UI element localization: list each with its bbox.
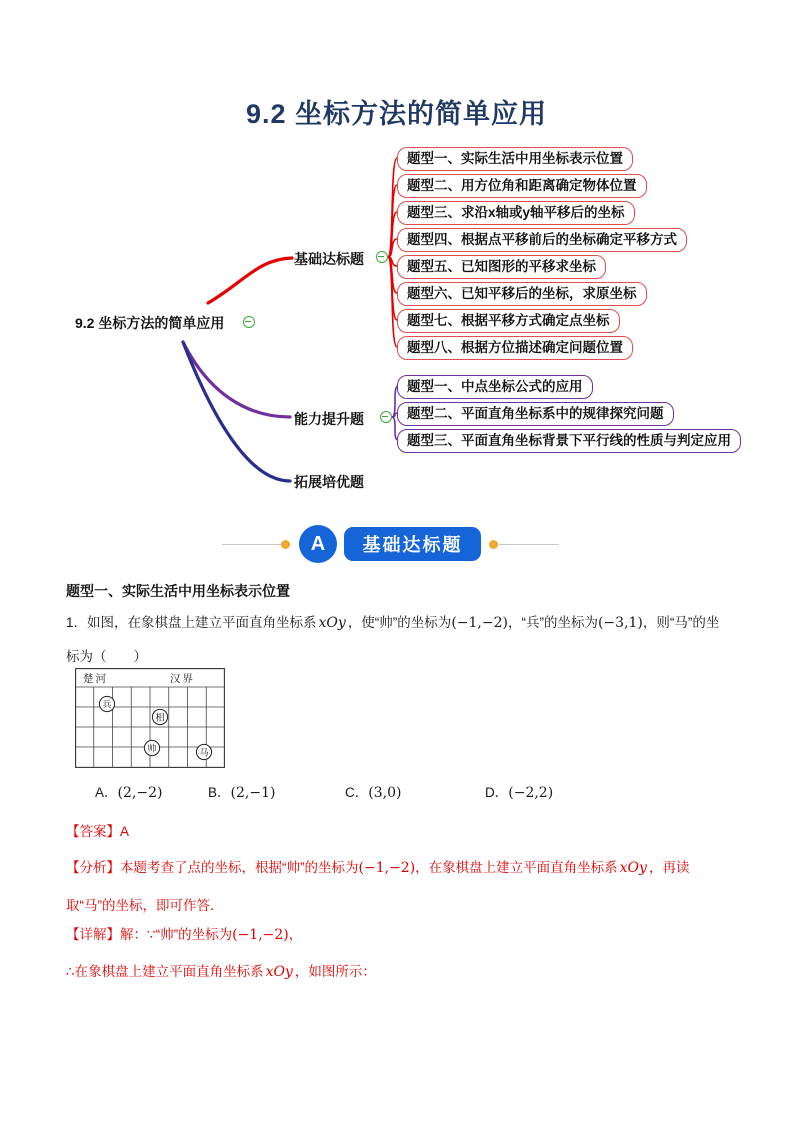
divider-line	[222, 544, 282, 545]
option-b: B．(2,−1)	[208, 785, 276, 801]
chessboard-figure	[75, 668, 225, 773]
section-title-pill: 基础达标题	[344, 527, 481, 561]
question-text: 1．如图，在象棋盘上建立平面直角坐标系 xOy ，使“帅”的坐标为(−1,−2)，“兵”的坐标为(−3,1)，则“马”的坐标为（ ）	[66, 615, 720, 664]
mindmap-topic: 题型四、根据点平移前后的坐标确定平移方式	[397, 228, 687, 252]
mindmap-topic: 题型一、实际生活中用坐标表示位置	[397, 147, 633, 171]
solution-line-1: 【详解】解：∵“帅”的坐标为(−1,−2)，	[66, 927, 303, 943]
answer-options	[0, 781, 793, 803]
divider-dot	[489, 540, 498, 549]
river-label-right: 汉界	[170, 673, 195, 685]
chess-piece	[196, 744, 211, 759]
math-coordinate: (−1,−2)	[451, 615, 508, 631]
svg-text:马: 马	[199, 747, 209, 758]
option-d: D．(−2,2)	[485, 785, 554, 801]
math-variable: xOy	[318, 615, 346, 631]
math-coordinate: (−1,−2)	[232, 927, 289, 943]
mindmap-topic: 题型六、已知平移后的坐标，求原坐标	[397, 282, 647, 306]
topic-connector	[388, 257, 397, 266]
option-a: A．(2,−2)	[95, 785, 163, 801]
topic-connector	[388, 185, 397, 257]
math-coordinate: (−1,−2)	[358, 860, 416, 876]
branch-line-basic	[208, 258, 292, 303]
chess-piece	[144, 740, 159, 755]
branch-label-extend: 拓展培优题	[294, 474, 364, 490]
answer-line: 【答案】A	[66, 824, 130, 839]
analysis-text: 【分析】本题考查了点的坐标，根据“帅”的坐标为(−1,−2)，在象棋盘上建立平面直角坐标系 xOy ，再读取“马”的坐标，即可作答．	[66, 860, 690, 913]
answer-value: A	[120, 824, 130, 839]
mindmap-topic: 题型三、求沿x轴或y轴平移后的坐标	[397, 201, 635, 225]
mindmap-topic: 题型五、已知图形的平移求坐标	[397, 255, 606, 279]
math-variable: xOy	[619, 860, 647, 876]
chessboard-image	[75, 668, 225, 768]
mindmap-root-label: 9.2 坐标方法的简单应用	[75, 315, 225, 331]
topic-connector	[388, 257, 397, 347]
river-label-left: 楚河	[83, 673, 108, 685]
topic-connector	[388, 257, 397, 320]
topic-connector	[388, 257, 397, 293]
option-c: C．(3,0)	[345, 785, 402, 801]
math-variable: xOy	[265, 964, 293, 980]
svg-text:兵: 兵	[102, 699, 112, 710]
branch-label-basic: 基础达标题	[294, 251, 364, 267]
divider-line	[499, 544, 559, 545]
exercise-heading: 题型一、实际生活中用坐标表示位置	[66, 583, 290, 599]
mindmap-topic: 题型一、中点坐标公式的应用	[397, 375, 593, 399]
svg-text:帅: 帅	[147, 743, 157, 754]
collapse-minus-icon	[376, 251, 388, 263]
collapse-minus-icon	[243, 316, 255, 328]
chess-piece	[152, 709, 167, 724]
mindmap-topic: 题型七、根据平移方式确定点坐标	[397, 309, 620, 333]
section-letter-badge: A	[299, 525, 337, 563]
mindmap-topic: 题型二、平面直角坐标系中的规律探究问题	[397, 402, 674, 426]
mindmap-topic: 题型二、用方位角和距离确定物体位置	[397, 174, 647, 198]
mindmap-topic: 题型八、根据方位描述确定问题位置	[397, 336, 633, 360]
math-coordinate: (−3,1)	[597, 615, 643, 631]
collapse-minus-icon	[380, 411, 392, 423]
topic-connector	[388, 158, 397, 257]
branch-label-ability: 能力提升题	[294, 411, 364, 427]
branch-line-extend	[183, 342, 290, 481]
solution-line-2: ∴在象棋盘上建立平面直角坐标系 xOy ，如图所示：	[66, 964, 376, 980]
topic-connector	[388, 239, 397, 257]
branch-line-ability	[183, 342, 290, 417]
topic-connector	[388, 212, 397, 257]
mindmap-topic: 题型三、平面直角坐标背景下平行线的性质与判定应用	[397, 429, 741, 453]
divider-dot	[281, 540, 290, 549]
page-title: 9.2 坐标方法的简单应用	[245, 99, 548, 129]
chess-piece	[99, 696, 114, 711]
svg-text:相: 相	[155, 712, 165, 723]
